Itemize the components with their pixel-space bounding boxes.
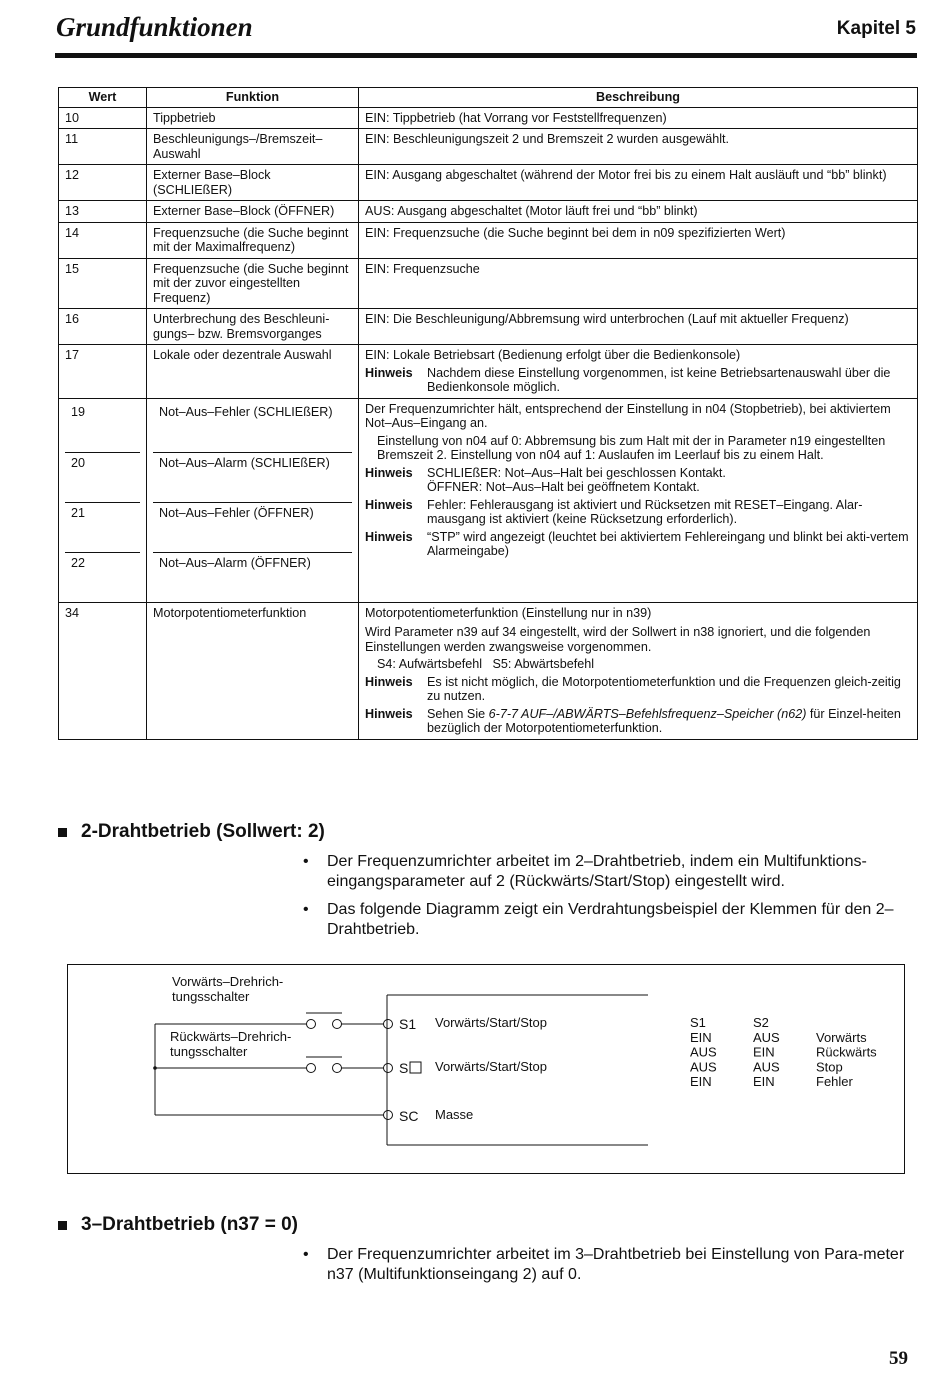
description-text: EIN: Lokale Betriebsart (Bedienung erfolgt über die Bedienkonsole) <box>365 348 741 362</box>
note <box>365 675 911 704</box>
wiring-diagram <box>67 964 905 1174</box>
cell-funktion: Lokale oder dezentrale Auswahl <box>147 345 359 399</box>
note <box>365 466 911 495</box>
cell-beschreibung: EIN: Frequenzsuche <box>359 258 918 309</box>
truth-table-cell: EIN <box>753 1044 775 1060</box>
chapter-label: Kapitel 5 <box>836 18 916 39</box>
bullet-dot-icon: • <box>303 1246 309 1263</box>
bullet-list-2-wire <box>303 852 918 948</box>
funktion-20: Not–Aus–Alarm (SCHLIEßER) <box>153 452 352 502</box>
truth-table-cell: Fehler <box>816 1074 853 1090</box>
truth-table-header: S2 <box>753 1015 769 1030</box>
description-indented: Einstellung von n04 auf 0: Abbremsung bis zum Halt mit der in Parameter n19 eingestellten Bremszeit 2. Einstellung von n04 auf 1: Auslaufen im Leerlauf bis zu einem Halt. <box>377 433 886 462</box>
cell-funktion: Tippbetrieb <box>147 107 359 129</box>
page-header-title: Grundfunktionen <box>56 12 253 42</box>
note-label: Hinweis <box>365 529 413 544</box>
list-item-text: Das folgende Diagramm zeigt ein Verdrahtungsbeispiel der Klemmen für den 2–Drahtbetrieb. <box>327 901 894 938</box>
note-text: Nachdem diese Einstellung vorgenommen, ist keine Betriebsartenauswahl über die Bedienkonsole möglich. <box>427 365 891 394</box>
note-text-pre: Sehen Sie <box>427 706 489 721</box>
wert-20: 20 <box>65 452 140 502</box>
cell-beschreibung: EIN: Beschleunigungszeit 2 und Bremszeit 2 wurden ausgewählt. <box>359 129 918 165</box>
wert-19: 19 <box>71 404 86 419</box>
column-header-wert: Wert <box>59 88 147 108</box>
truth-table-cell: AUS <box>753 1030 780 1045</box>
note-text: “STP” wird angezeigt (leuchtet bei aktiviertem Fehlereingang und blinkt bei akti-vertem Alarmeingabe) <box>427 529 909 558</box>
description-indented: S4: Aufwärtsbefehl S5: Abwärtsbefehl <box>377 657 595 671</box>
cell-funktion: Frequenzsuche (die Suche beginnt mit der zuvor eingestellten Frequenz) <box>147 258 359 309</box>
truth-table-cell: EIN <box>690 1074 712 1090</box>
list-item-text: Der Frequenzumrichter arbeitet im 3–Drahtbetrieb bei Einstellung von Para-meter n37 (Multifunktionseingang 2) auf 0. <box>327 1246 905 1283</box>
note-line: SCHLIEßER: Not–Aus–Halt bei geschlossen Kontakt. <box>427 465 726 480</box>
funktion-19: Not–Aus–Fehler (SCHLIEßER) <box>159 404 333 419</box>
square-bullet-icon <box>58 828 67 837</box>
list-item <box>303 900 918 940</box>
table-header-row <box>59 88 918 108</box>
cell-beschreibung: EIN: Ausgang abgeschaltet (während der Motor frei bis zu einem Halt ausläuft und “bb” blinkt) <box>359 165 918 201</box>
wert-22: 22 <box>65 552 140 599</box>
truth-table-cell: AUS <box>690 1044 717 1060</box>
terminal-sc-label: SC <box>399 1108 419 1124</box>
cross-reference-link[interactable]: 6-7-7 AUF–/ABWÄRTS–Befehlsfrequenz–Speicher (n62) <box>488 706 807 721</box>
header-rule <box>55 53 917 58</box>
cell-beschreibung: EIN: Frequenzsuche (die Suche beginnt bei dem in n09 spezifizierten Wert) <box>359 222 918 258</box>
cell-funktion: Unterbrechung des Beschleuni-gungs– bzw. Bremsvorganges <box>147 309 359 345</box>
section-heading-3-wire <box>58 1214 298 1236</box>
cell-beschreibung: EIN: Tippbetrieb (hat Vorrang vor Feststellfrequenzen) <box>359 107 918 129</box>
junction-dot <box>153 1066 157 1070</box>
note-text: Es ist nicht möglich, die Motorpotentiometerfunktion und die Frequenzen gleich-zeitig zu nutzen. <box>427 674 901 703</box>
note-label: Hinweis <box>365 674 413 689</box>
cell-funktion: Externer Base–Block (ÖFFNER) <box>147 201 359 223</box>
description-text: Der Frequenzumrichter hält, entsprechend der Einstellung in n04 (Stopbetrieb), bei aktiviertem Not–Aus–Eingang an. <box>365 401 891 430</box>
terminal-s2-desc: Vorwärts/Start/Stop <box>435 1059 547 1074</box>
table-row <box>59 222 918 258</box>
cell-wert: 17 <box>59 345 147 399</box>
cell-beschreibung: EIN: Die Beschleunigung/Abbremsung wird unterbrochen (Lauf mit aktueller Frequenz) <box>359 309 918 345</box>
square-bullet-icon <box>58 1221 67 1230</box>
note <box>365 498 911 527</box>
section-title: 2-Drahtbetrieb (Sollwert: 2) <box>81 821 325 842</box>
truth-table-cell: Stop <box>816 1059 843 1075</box>
truth-table-cell: EIN <box>690 1030 712 1045</box>
cell-funktion <box>147 398 359 602</box>
table-row <box>59 602 918 739</box>
cell-wert: 13 <box>59 201 147 223</box>
column-header-beschreibung: Beschreibung <box>359 88 918 108</box>
note-text-post: für Einzel-heiten bezüglich der Motorpotentiometerfunktion. <box>427 706 901 735</box>
cell-beschreibung <box>359 602 918 739</box>
note-label: Hinweis <box>365 465 413 480</box>
cell-wert: 12 <box>59 165 147 201</box>
column-header-funktion: Funktion <box>147 88 359 108</box>
switch-forward-label-1: Vorwärts–Drehrich- <box>172 974 284 989</box>
table-row <box>59 309 918 345</box>
cell-wert: 11 <box>59 129 147 165</box>
note <box>365 530 911 559</box>
note <box>365 366 911 395</box>
truth-table-cell: AUS <box>690 1059 717 1075</box>
list-item <box>303 1245 918 1285</box>
cell-wert: 10 <box>59 107 147 129</box>
table-row <box>59 107 918 129</box>
section-heading-2-wire <box>58 821 325 843</box>
terminal-s2-label: S <box>399 1060 409 1076</box>
page-number: 59 <box>889 1348 908 1369</box>
terminal-s1-label: S1 <box>399 1016 417 1032</box>
switch-forward-label-2: tungsschalter <box>172 989 250 1004</box>
note-label: Hinweis <box>365 365 413 380</box>
truth-table <box>690 1015 877 1089</box>
funktion-22: Not–Aus–Alarm (ÖFFNER) <box>153 552 352 599</box>
cell-funktion: Motorpotentiometerfunktion <box>147 602 359 739</box>
list-item <box>303 852 918 892</box>
description-text: Motorpotentiometerfunktion (Einstellung nur in n39) <box>365 605 652 620</box>
bullet-dot-icon: • <box>303 901 309 918</box>
terminal-s1-desc: Vorwärts/Start/Stop <box>435 1015 547 1030</box>
table-row <box>59 398 918 602</box>
note <box>365 707 911 736</box>
table-row <box>59 129 918 165</box>
bullet-dot-icon: • <box>303 853 309 870</box>
cell-wert: 15 <box>59 258 147 309</box>
note-text <box>427 466 726 495</box>
table-row <box>59 258 918 309</box>
truth-table-cell: Rückwärts <box>816 1044 877 1060</box>
bullet-list-3-wire <box>303 1245 918 1293</box>
note-line: ÖFFNER: Not–Aus–Halt bei geöffnetem Kontakt. <box>427 480 700 494</box>
switch-reverse-label-1: Rückwärts–Drehrich- <box>170 1029 292 1044</box>
cell-beschreibung <box>359 345 918 399</box>
list-item-text: Der Frequenzumrichter arbeitet im 2–Drahtbetrieb, indem ein Multifunktions-eingangsparameter auf 2 (Rückwärts/Start/Stop) eingestellt wird. <box>327 853 867 890</box>
truth-table-cell: EIN <box>753 1074 775 1090</box>
cell-wert: 14 <box>59 222 147 258</box>
truth-table-header: S1 <box>690 1015 706 1030</box>
funktion-21: Not–Aus–Fehler (ÖFFNER) <box>153 502 352 552</box>
truth-table-cell: AUS <box>753 1059 780 1075</box>
wert-21: 21 <box>65 502 140 552</box>
cell-wert: 34 <box>59 602 147 739</box>
note-label: Hinweis <box>365 706 413 721</box>
note-label: Hinweis <box>365 497 413 512</box>
table-row <box>59 201 918 223</box>
section-title: 3–Drahtbetrieb (n37 = 0) <box>81 1214 298 1235</box>
parameter-table <box>58 87 918 740</box>
table-row <box>59 165 918 201</box>
cell-funktion: Frequenzsuche (die Suche beginnt mit der Maximalfrequenz) <box>147 222 359 258</box>
table-row <box>59 345 918 399</box>
terminal-sc-desc: Masse <box>435 1107 474 1122</box>
wiring-diagram-svg <box>68 965 903 1172</box>
cell-wert <box>59 398 147 602</box>
description-text: Wird Parameter n39 auf 34 eingestellt, wird der Sollwert in n38 ignoriert, und die folgenden Einstellungen werden zwangsweise vorgenommen. <box>365 625 871 654</box>
note-text <box>427 707 911 736</box>
cell-beschreibung <box>359 398 918 602</box>
truth-table-cell: Vorwärts <box>816 1030 867 1045</box>
cell-beschreibung: AUS: Ausgang abgeschaltet (Motor läuft frei und “bb” blinkt) <box>359 201 918 223</box>
cell-wert: 16 <box>59 309 147 345</box>
note-text: Fehler: Fehlerausgang ist aktiviert und Rücksetzen mit RESET–Eingang. Alar-mausgang ist aktiviert (keine Rücksetzung erforderlich). <box>427 497 863 526</box>
cell-funktion: Beschleunigungs–/Bremszeit–Auswahl <box>147 129 359 165</box>
cell-funktion: Externer Base–Block (SCHLIEßER) <box>147 165 359 201</box>
switch-reverse-label-2: tungsschalter <box>170 1044 248 1059</box>
